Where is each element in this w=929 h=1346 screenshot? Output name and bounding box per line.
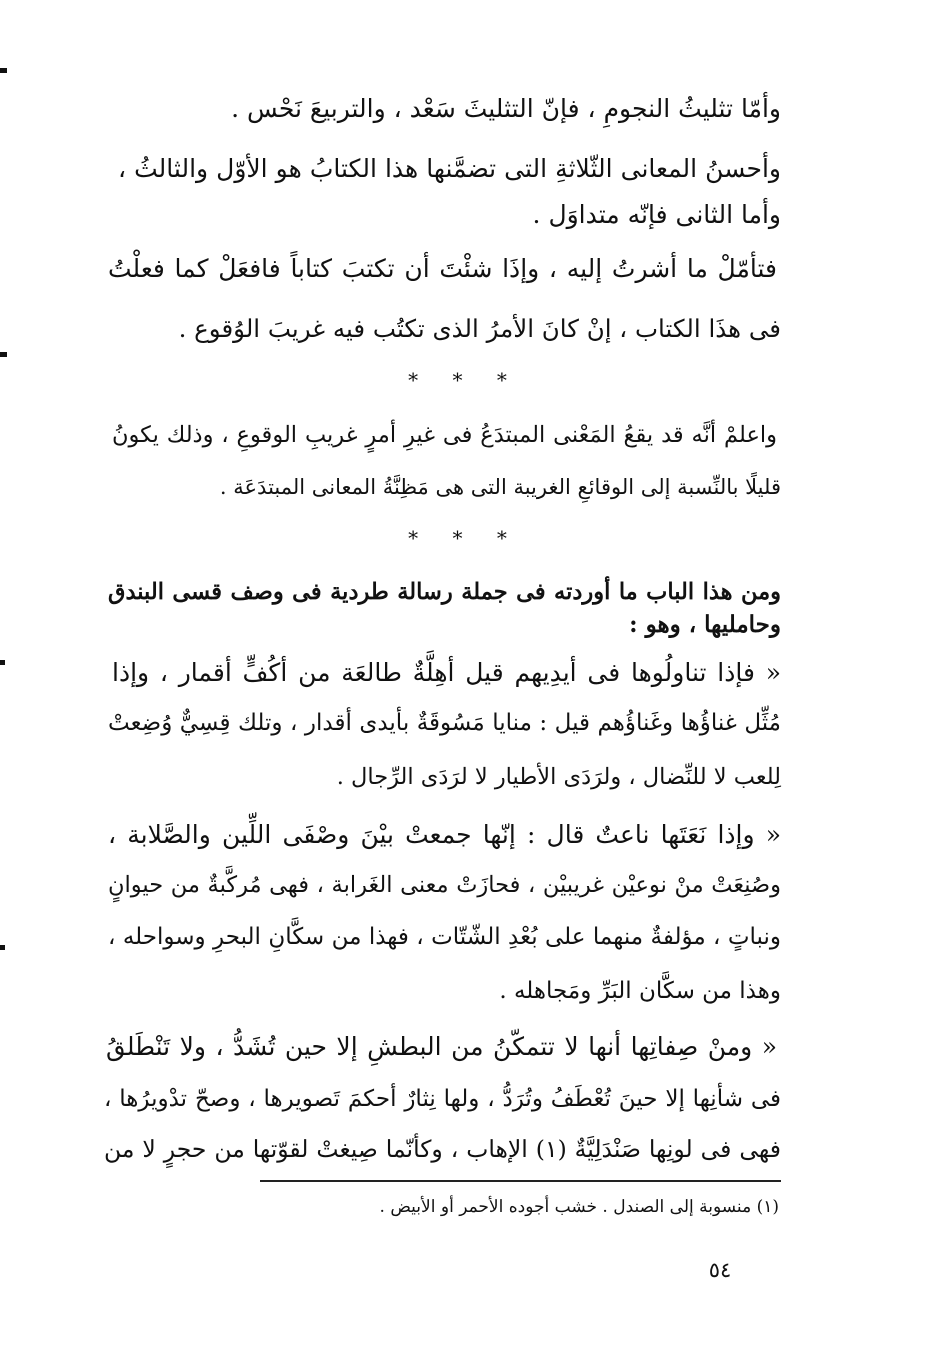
paragraph-line: فتأمّلْ ما أشرتُ إليه ، وإذَا شئْتَ أن تكتبَ كتاباً فافعَلْ كما فعلْتُ [108,254,777,283]
paragraph-line: وأحسنُ المعانى الثّلاثةِ التى تضمَّنها هذا الكتابُ هو الأوّل والثالثُ ، [118,154,781,183]
paragraph-line: فى شأنِها إلا حينَ تُعْطَفُ وتُرَدُّ ، ولها نِثارٌ أحكمَ تَصويرها ، وصحّ تدْويرُها ، [104,1086,781,1112]
scan-margin-mark [0,68,7,73]
paragraph-line: واعلمْ أنَّه قد يقعُ المَعْنى المبتدَعُ فى غيرِ أمرٍ غريبِ الوقوعِ ، وذلك يكونُ [112,422,777,448]
paragraph-line: ونباتٍ ، مؤلفةٌ منهما على بُعْدِ الشّتّات ، فهذا من سكَّانِ البحرِ وسواحله ، [108,924,781,950]
scan-margin-mark [0,945,5,950]
footnote: (١) منسوبة إلى الصندل . خشب أجوده الأحمر أو الأبيض . [379,1197,779,1217]
scan-margin-mark [0,660,5,665]
section-separator: * * * [408,368,521,392]
paragraph-line: « وإذا نَعَتَها ناعتٌ قال : إنّها جمعتْ بيْنَ وصْفَى اللِّين والصَّلابة ، [108,820,781,849]
section-heading-line: ومن هذا الباب ما أوردته فى جملة رسالة طردية فى وصف قسى البندق [108,579,781,605]
footnote-rule [260,1180,781,1182]
paragraph-line: وأمّا تثليثُ النجومِ ، فإنّ التثليثَ سَعْد ، والتربيعَ نَحْس . [231,94,781,123]
paragraph-line: وصُنِعَتْ منْ نوعيْن غريبيْن ، فحازَتْ معنى الغَرابة ، فهى مُركَّبةٌ من حيوانٍ [108,872,781,898]
paragraph-line: وهذا من سكَّان البَرِّ ومَجاهله . [499,978,781,1004]
paragraph-line: فهى فى لونِها صَنْدَلِيَّةٌ (١) الإهاب ، وكأنّما صِيغتْ لقوّتها من حجرٍ لا من [104,1135,781,1163]
paragraph-line: « فإذا تناولُوها فى أيدِيهم قيل أهِلَّةٌ طالعَة من أكُفٍّ أقمار ، وإذا [112,658,781,687]
section-separator: * * * [408,526,521,550]
paragraph-line: فى هذَا الكتاب ، إنْ كانَ الأمرُ الذى تكتُب فيه غريبَ الوُقوع . [178,314,781,343]
paragraph-line: قليلًا بالنِّسبة إلى الوقائعِ الغريبة التى هى مَظِنَّةُ المعانى المبتدَعَة . [219,475,781,499]
paragraph-line: « ومنْ صِفاتِها أنها لا تتمكّنُ من البطشِ إلا حين تُشَدُّ ، ولا تَنْطَلقُ [106,1032,777,1061]
paragraph-line: مُثِّل غناؤُها وغَناؤُهم قيل : منايا مَسُوقَةٌ بأيدى أقدار ، وتلك قِسِيٌّ وُضِعتْ [108,710,781,736]
section-heading-line: وحامليها ، وهو : [629,611,781,638]
paragraph-line: وأما الثانى فإنّه متداوَل . [532,200,781,229]
scan-margin-mark [0,352,7,357]
paragraph-line: لِلعب لا للنِّضال ، ولرَدَى الأطيار لا لرَدَى الرِّجال . [336,764,781,790]
page-number: ٥٤ [708,1258,732,1282]
